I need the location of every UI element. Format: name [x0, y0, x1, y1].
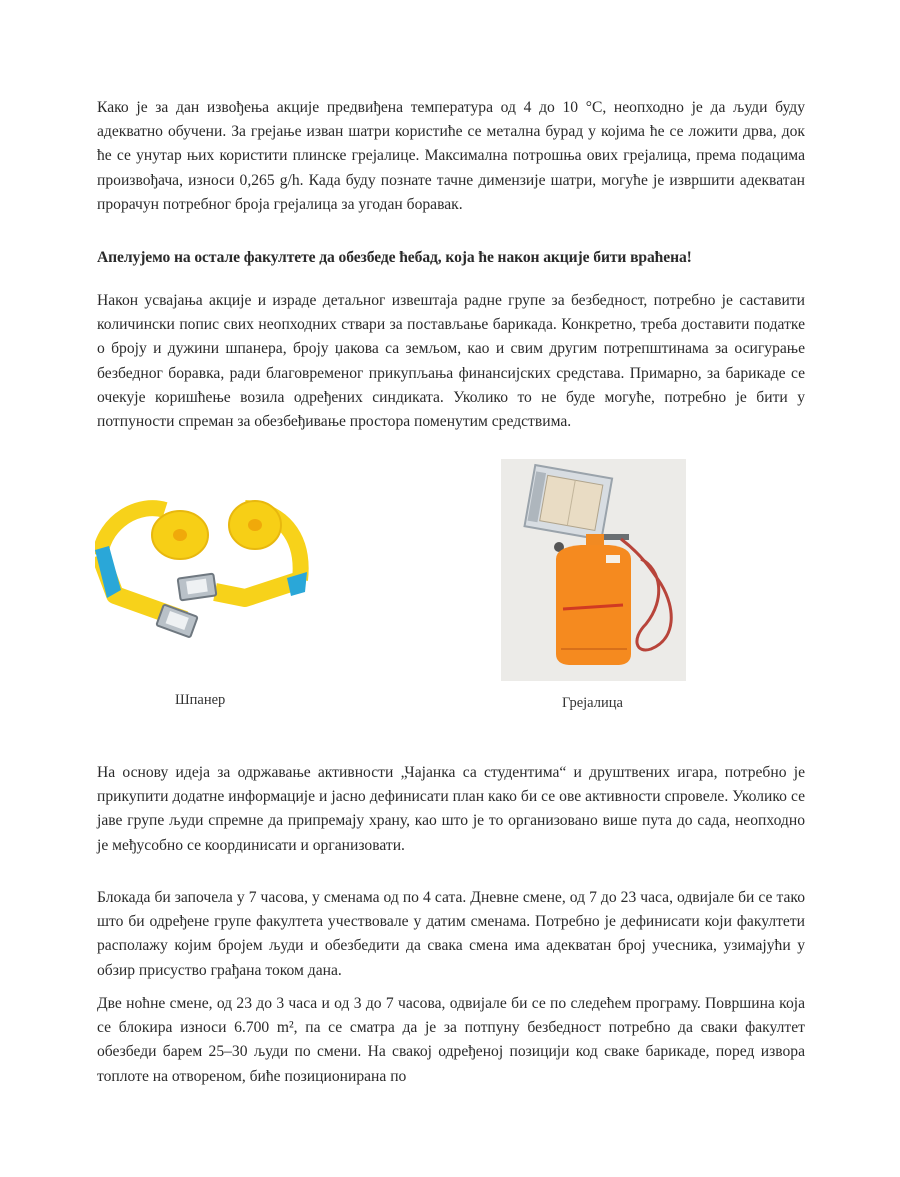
ratchet-strap-icon [95, 480, 310, 645]
appeal-blankets: Апелујемо на остале факултете да обезбеде ћебад, која ће након акције бити враћена! [97, 249, 692, 266]
paragraph-activities: На основу идеја за одржавање активности „Чајанка са студентима“ и друштвених игара, потребно је прикупити додатне информације и јасно дефинисати план како би се ове активности спровеле. Уколико се јаве групе људи спремне да припремају храну, као што је то организовано више пута до сада, неопходно је међусобно се координисати и организовати. [97, 764, 805, 854]
gas-heater-icon [501, 459, 686, 681]
paragraph-night-shifts: Две ноћне смене, од 23 до 3 часа и од 3 до 7 часова, одвијале би се по следећем програму. Површина која се блокира износи 6.700 m², па се сматра да је за потпуну безбедност потребно да сваки факултет обезбеди барем 25–30 људи по смени. На свакој одређеној позицији код сваке барикаде, поред извора топлоте на отвореном, биће позиционирана по [97, 995, 805, 1085]
paragraph-barricades: Након усвајања акције и израде детаљног извештаја радне групе за безбедност, потребно је саставити количински попис свих неопходних ствари за постављање барикада. Конкретно, треба доставити податке о броју и дужини шпанера, броју џакова са земљом, као и свим другим потрепштинама за осигурање безбедног боравка, ради благовременог прикупљања финансијских средстава. Примарно, за барикаде се очекује коришћење возила одређених синдиката. Уколико то не буде могуће, потребно је бити у потпуности спреман за обезбеђивање простора поменутим средствима. [97, 292, 805, 431]
paragraph-day-shifts: Блокада би започела у 7 часова, у сменама од по 4 сата. Дневне смене, од 7 до 23 часа, одвијале би се тако што би одређене групе факултета учествовале у датим сменама. Потребно је дефинисати који факултети располажу којим бројем људи и обезбедити да свака смена има адекватан број учесника, узимајући у обзир присуство грађана током дана. [97, 889, 805, 979]
ratchet-strap-image [95, 480, 310, 645]
gas-heater-image [501, 459, 686, 681]
strap-caption: Шпанер [175, 692, 226, 708]
heater-caption: Грејалица [562, 695, 623, 711]
paragraph-heating: Како је за дан извођења акције предвиђена температура од 4 до 10 °C, неопходно је да људи буду адекватно обучени. За грејање изван шатри користиће се метална бурад у којима ће се ложити дрва, док ће се унутар њих користити плинске грејалице. Максимална потрошња ових грејалица, према подацима произвођача, износи 0,265 g/h. Када буду познате тачне димензије шатри, могуће је извршити адекватан прорачун потребног броја грејалица за угодан боравак. [97, 99, 805, 213]
